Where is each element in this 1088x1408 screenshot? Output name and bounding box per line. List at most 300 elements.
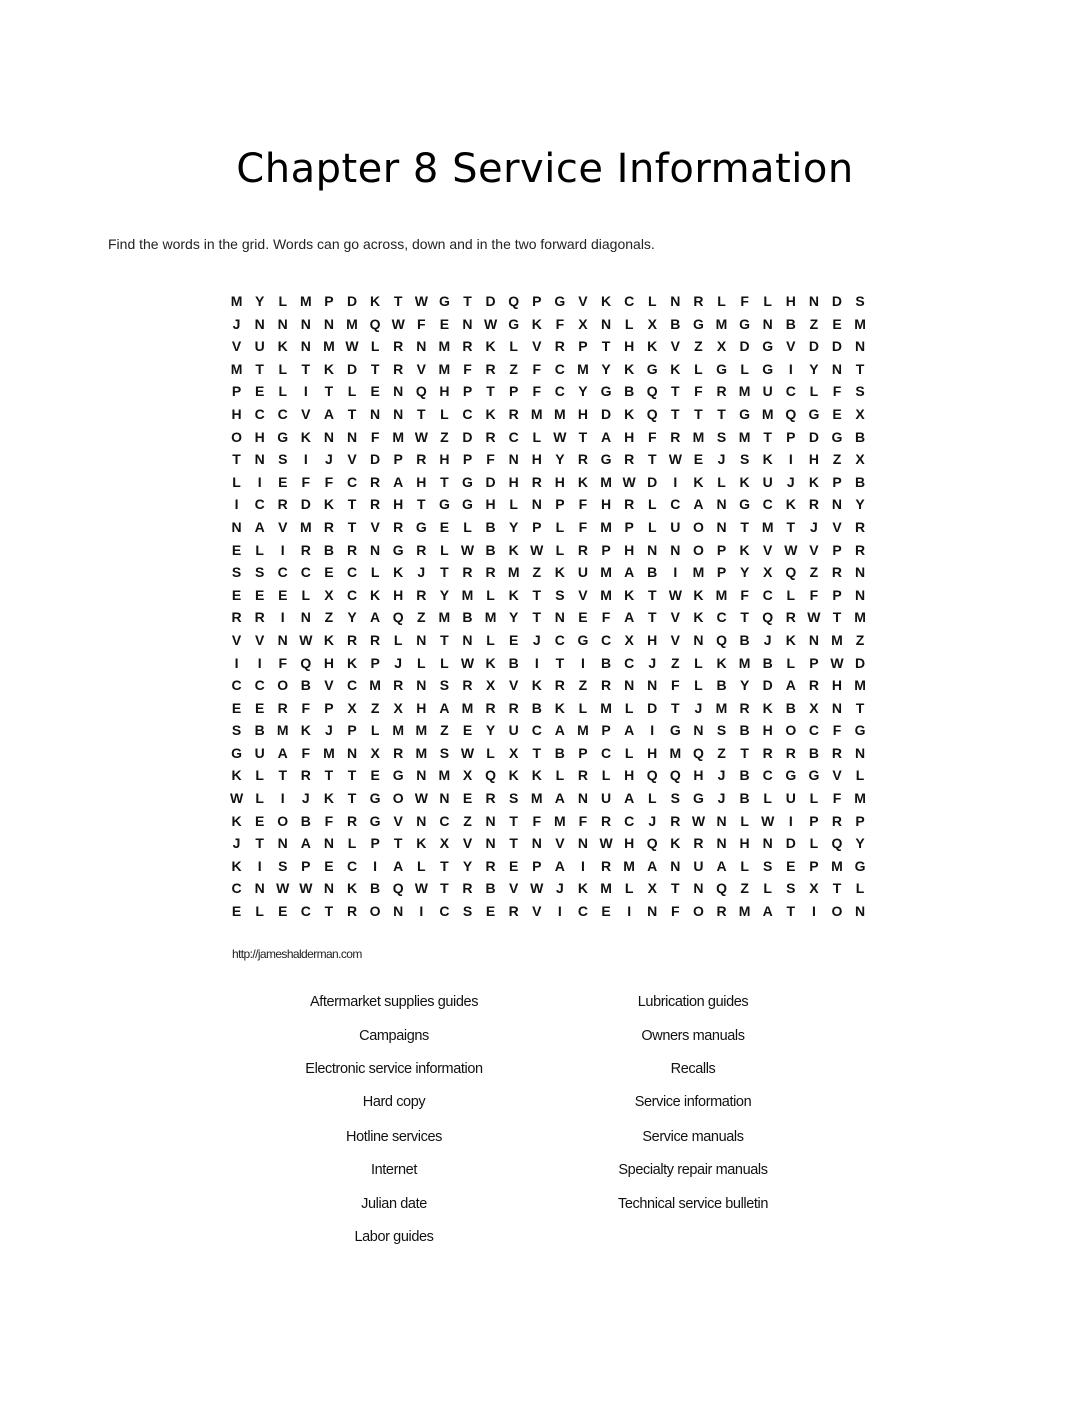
grid-cell: M [854, 790, 866, 807]
grid-cell: T [671, 699, 680, 716]
grid-cell: P [301, 857, 311, 874]
grid-cell: V [809, 541, 819, 558]
grid-cell: M [438, 767, 451, 784]
grid-cell: E [231, 699, 242, 716]
grid-cell: L [555, 518, 565, 535]
grid-cell: T [347, 496, 357, 513]
grid-cell: F [532, 812, 542, 829]
grid-cell: H [624, 428, 635, 445]
grid-cell: C [300, 564, 311, 581]
grid-cell: L [509, 338, 518, 355]
grid-cell: B [508, 654, 519, 671]
grid-cell: R [554, 677, 565, 694]
grid-cell: K [624, 586, 635, 603]
grid-cell: N [716, 812, 727, 829]
grid-cell: H [439, 451, 450, 468]
grid-cell: Q [646, 767, 658, 784]
grid-cell: T [532, 586, 542, 603]
grid-cell: P [555, 496, 565, 513]
grid-cell: E [509, 631, 519, 648]
grid-cell: K [808, 473, 819, 490]
grid-cell: M [738, 428, 751, 445]
grid-cell: R [346, 812, 358, 829]
grid-cell: T [232, 451, 241, 468]
grid-cell: R [855, 518, 866, 535]
grid-cell: T [417, 405, 426, 422]
grid-cell: C [624, 812, 635, 829]
grid-cell: B [624, 383, 635, 400]
grid-cell: Y [809, 360, 819, 377]
grid-cell: Z [809, 315, 819, 332]
grid-cell: W [299, 880, 313, 897]
grid-cell: M [299, 518, 312, 535]
grid-cell: L [624, 315, 634, 332]
grid-cell: G [600, 451, 612, 468]
grid-cell: Q [646, 383, 658, 400]
grid-cell: A [323, 405, 334, 422]
grid-cell: N [624, 677, 635, 694]
grid-cell: H [624, 338, 635, 355]
grid-cell: B [323, 541, 334, 558]
grid-cell: C [531, 722, 542, 739]
grid-cell: K [531, 767, 542, 784]
grid-cell: U [762, 473, 773, 490]
grid-cell: K [693, 609, 704, 626]
grid-cell: K [416, 835, 427, 852]
grid-cell: A [393, 857, 404, 874]
grid-cell: I [627, 903, 632, 920]
grid-cell: W [414, 293, 428, 309]
grid-cell: M [392, 722, 405, 739]
grid-cell: L [440, 541, 449, 558]
grid-cell: M [738, 383, 751, 400]
grid-cell: N [277, 315, 288, 332]
grid-cell: R [485, 564, 496, 581]
grid-cell: B [808, 744, 819, 761]
word-item: Internet [371, 1162, 417, 1178]
grid-cell: P [809, 654, 819, 671]
grid-cell: I [557, 903, 562, 920]
grid-cell: M [600, 518, 612, 535]
grid-cell: M [507, 564, 520, 581]
grid-cell: I [234, 496, 239, 513]
grid-cell: O [277, 812, 289, 829]
grid-cell: V [254, 631, 265, 648]
grid-cell: G [739, 315, 751, 332]
grid-cell: I [419, 903, 424, 920]
grid-cell: V [555, 835, 565, 852]
grid-cell: K [323, 496, 334, 513]
grid-cell: O [392, 790, 404, 807]
grid-cell: V [347, 451, 357, 468]
grid-cell: Q [716, 880, 727, 897]
grid-cell: T [647, 609, 657, 626]
grid-cell: X [855, 451, 865, 468]
grid-cell: Q [646, 835, 658, 852]
grid-cell: G [554, 293, 566, 309]
grid-cell: I [788, 451, 793, 468]
grid-cell: L [555, 767, 565, 784]
grid-cell: B [716, 677, 727, 694]
grid-cell: R [554, 338, 565, 355]
grid-row [225, 697, 872, 720]
grid-cell: X [393, 699, 403, 716]
grid-cell: G [831, 428, 843, 445]
grid-cell: N [762, 835, 773, 852]
grid-cell: K [508, 541, 519, 558]
grid-cell: K [785, 496, 796, 513]
grid-cell: G [854, 722, 866, 739]
grid-cell: K [785, 631, 796, 648]
grid-cell: G [231, 744, 242, 761]
grid-cell: M [554, 812, 566, 829]
grid-cell: N [323, 880, 334, 897]
grid-cell: T [347, 405, 357, 422]
grid-cell: N [554, 609, 565, 626]
grid-cell: R [670, 428, 681, 445]
grid-cell: N [462, 631, 473, 648]
grid-cell: N [670, 541, 681, 558]
grid-cell: T [601, 338, 611, 355]
grid-cell: I [280, 790, 285, 807]
grid-cell: N [485, 812, 496, 829]
grid-cell: R [300, 541, 311, 558]
grid-cell: L [647, 518, 657, 535]
grid-cell: E [324, 564, 334, 581]
grid-cell: H [439, 383, 450, 400]
grid-cell: L [486, 744, 495, 761]
grid-cell: O [692, 518, 704, 535]
grid-cell: V [532, 338, 542, 355]
grid-cell: W [553, 428, 567, 445]
grid-cell: P [832, 541, 842, 558]
grid-cell: B [485, 880, 496, 897]
grid-cell: T [717, 405, 726, 422]
grid-cell: G [462, 496, 473, 513]
grid-cell: V [786, 338, 796, 355]
grid-cell: L [809, 790, 819, 807]
grid-cell: I [788, 360, 793, 377]
grid-cell: T [671, 383, 680, 400]
grid-cell: R [716, 383, 727, 400]
grid-cell: Q [646, 405, 658, 422]
grid-cell: S [716, 428, 727, 445]
grid-cell: Q [692, 744, 704, 761]
grid-cell: O [277, 677, 289, 694]
grid-cell: T [509, 812, 518, 829]
grid-cell: K [531, 315, 542, 332]
grid-row [225, 606, 872, 629]
grid-cell: J [555, 880, 564, 897]
grid-cell: G [762, 360, 774, 377]
grid-cell: L [740, 812, 749, 829]
grid-cell: H [393, 496, 404, 513]
grid-cell: M [715, 315, 728, 332]
grid-cell: S [716, 722, 727, 739]
grid-cell: B [370, 880, 381, 897]
grid-cell: D [831, 338, 843, 355]
grid-cell: I [234, 654, 239, 671]
word-item: Specialty repair manuals [618, 1162, 768, 1178]
grid-cell: T [347, 518, 357, 535]
grid-row [225, 900, 872, 923]
grid-cell: Q [392, 609, 404, 626]
grid-cell: B [531, 699, 542, 716]
grid-cell: F [740, 293, 749, 309]
grid-cell: U [693, 857, 704, 874]
grid-cell: N [393, 903, 404, 920]
grid-cell: R [762, 744, 773, 761]
grid-row [225, 403, 872, 426]
grid-cell: X [324, 586, 334, 603]
grid-cell: M [831, 631, 843, 648]
grid-cell: K [600, 293, 612, 309]
grid-cell: I [280, 609, 285, 626]
grid-cell: R [416, 451, 427, 468]
grid-cell: L [555, 541, 565, 558]
grid-cell: Z [832, 451, 842, 468]
grid-cell: R [485, 790, 496, 807]
grid-cell: S [786, 880, 796, 897]
grid-cell: X [763, 564, 773, 581]
grid-cell: R [600, 677, 612, 694]
grid-cell: N [462, 315, 473, 332]
grid-cell: F [532, 360, 542, 377]
grid-cell: H [254, 428, 265, 445]
grid-cell: T [740, 744, 749, 761]
grid-cell: N [416, 338, 427, 355]
grid-cell: Z [370, 699, 380, 716]
grid-cell: B [670, 315, 681, 332]
grid-cell: Q [508, 293, 520, 309]
grid-cell: T [786, 518, 796, 535]
grid-cell: L [417, 654, 426, 671]
grid-cell: F [809, 586, 819, 603]
grid-cell: P [716, 564, 727, 581]
grid-cell: T [347, 790, 357, 807]
grid-cell: M [715, 699, 728, 716]
grid-cell: N [254, 451, 265, 468]
grid-cell: N [485, 835, 496, 852]
grid-cell: T [440, 857, 449, 874]
grid-cell: P [786, 428, 796, 445]
grid-cell: S [278, 857, 288, 874]
grid-cell: R [624, 496, 635, 513]
grid-cell: Q [762, 609, 774, 626]
grid-cell: K [346, 880, 358, 897]
grid-cell: B [554, 744, 565, 761]
grid-cell: S [509, 790, 519, 807]
grid-cell: J [786, 473, 795, 490]
grid-cell: R [855, 541, 866, 558]
grid-cell: M [761, 405, 774, 422]
grid-cell: N [531, 496, 542, 513]
grid-cell: E [832, 405, 842, 422]
grid-cell: W [276, 880, 290, 897]
grid-cell: C [254, 677, 265, 694]
grid-cell: R [808, 677, 819, 694]
grid-cell: Z [717, 744, 726, 761]
grid-cell: B [485, 518, 496, 535]
grid-cell: Y [855, 496, 865, 513]
grid-cell: E [462, 722, 473, 739]
grid-cell: O [785, 722, 797, 739]
grid-cell: P [462, 383, 473, 400]
grid-cell: X [347, 699, 357, 716]
grid-cell: W [229, 790, 244, 807]
grid-cell: A [600, 428, 612, 445]
grid-cell: E [693, 451, 704, 468]
grid-cell: X [855, 405, 865, 422]
grid-cell: E [324, 857, 334, 874]
grid-cell: A [785, 677, 796, 694]
grid-cell: Y [578, 383, 588, 400]
grid-row [225, 539, 872, 562]
grid-cell: I [257, 654, 262, 671]
letter-grid [225, 290, 872, 923]
grid-cell: K [762, 451, 773, 468]
grid-cell: I [650, 722, 655, 739]
grid-cell: V [670, 338, 680, 355]
grid-cell: E [278, 473, 288, 490]
grid-cell: M [438, 609, 451, 626]
grid-cell: D [762, 677, 773, 694]
grid-cell: C [439, 812, 450, 829]
grid-cell: H [785, 293, 796, 309]
grid-cell: M [577, 360, 589, 377]
grid-cell: R [462, 677, 473, 694]
grid-cell: Q [485, 767, 497, 784]
grid-cell: J [394, 654, 403, 671]
grid-cell: Y [739, 564, 750, 581]
grid-cell: A [624, 722, 635, 739]
grid-cell: L [601, 767, 611, 784]
grid-cell: X [647, 315, 657, 332]
grid-cell: R [462, 880, 473, 897]
grid-cell: J [648, 812, 657, 829]
grid-cell: K [693, 586, 704, 603]
grid-cell: L [532, 428, 542, 445]
grid-cell: L [855, 767, 865, 784]
grid-cell: F [578, 518, 588, 535]
word-item: Technical service bulletin [618, 1196, 768, 1212]
grid-cell: T [555, 654, 565, 671]
grid-cell: P [601, 541, 611, 558]
grid-cell: K [693, 473, 704, 490]
grid-cell: H [647, 631, 658, 648]
grid-cell: Z [324, 609, 334, 626]
grid-cell: C [670, 496, 681, 513]
grid-cell: A [254, 518, 265, 535]
grid-cell: T [324, 903, 334, 920]
grid-cell: L [347, 835, 357, 852]
grid-cell: J [301, 790, 310, 807]
grid-cell: V [509, 677, 519, 694]
grid-cell: L [278, 383, 288, 400]
grid-cell: Y [439, 586, 450, 603]
grid-cell: R [485, 360, 496, 377]
grid-cell: R [831, 744, 843, 761]
grid-cell: F [832, 790, 842, 807]
word-item: Electronic service information [305, 1061, 483, 1077]
grid-cell: W [622, 473, 636, 490]
grid-cell: S [763, 857, 773, 874]
grid-cell: V [832, 767, 842, 784]
grid-cell: P [855, 812, 865, 829]
grid-cell: B [647, 564, 658, 581]
grid-cell: L [417, 857, 426, 874]
grid-cell: A [554, 857, 565, 874]
grid-cell: T [855, 360, 865, 377]
grid-cell: W [391, 315, 405, 332]
grid-cell: H [531, 451, 542, 468]
grid-cell: R [416, 586, 427, 603]
grid-cell: M [854, 609, 866, 626]
grid-cell: G [508, 315, 520, 332]
grid-cell: D [831, 293, 843, 309]
grid-cell: B [855, 473, 866, 490]
grid-cell: Z [740, 880, 749, 897]
grid-cell: N [323, 835, 334, 852]
grid-cell: P [578, 744, 588, 761]
grid-row [225, 877, 872, 900]
grid-cell: N [416, 677, 427, 694]
grid-cell: W [668, 451, 682, 468]
grid-cell: R [831, 564, 843, 581]
grid-cell: T [301, 360, 311, 377]
grid-cell: Z [855, 631, 865, 648]
grid-cell: N [716, 496, 727, 513]
grid-cell: C [554, 360, 565, 377]
grid-cell: R [485, 428, 496, 445]
grid-cell: H [231, 405, 242, 422]
grid-cell: M [530, 790, 543, 807]
grid-cell: I [788, 812, 793, 829]
grid-cell: A [277, 744, 288, 761]
grid-cell: R [508, 903, 519, 920]
grid-cell: R [531, 473, 542, 490]
grid-cell: C [346, 857, 358, 874]
grid-cell: C [808, 722, 819, 739]
grid-cell: J [417, 564, 426, 581]
grid-cell: P [624, 518, 634, 535]
grid-cell: R [300, 767, 311, 784]
grid-cell: T [486, 383, 495, 400]
grid-cell: L [809, 383, 819, 400]
grid-cell: N [393, 405, 404, 422]
grid-cell: M [369, 677, 381, 694]
grid-cell: A [554, 722, 565, 739]
grid-cell: T [763, 428, 772, 445]
grid-cell: P [809, 857, 819, 874]
grid-cell: R [393, 744, 404, 761]
grid-cell: Z [417, 609, 426, 626]
grid-cell: L [255, 903, 264, 920]
grid-cell: J [717, 767, 726, 784]
grid-cell: D [346, 360, 358, 377]
grid-row [225, 674, 872, 697]
grid-cell: R [254, 609, 265, 626]
grid-cell: L [717, 293, 726, 309]
grid-cell: E [439, 315, 450, 332]
grid-cell: D [485, 293, 496, 309]
grid-cell: F [301, 744, 311, 761]
grid-cell: K [670, 360, 681, 377]
grid-cell: R [393, 338, 404, 355]
grid-cell: P [809, 812, 819, 829]
grid-cell: K [624, 405, 635, 422]
grid-cell: Z [671, 654, 680, 671]
